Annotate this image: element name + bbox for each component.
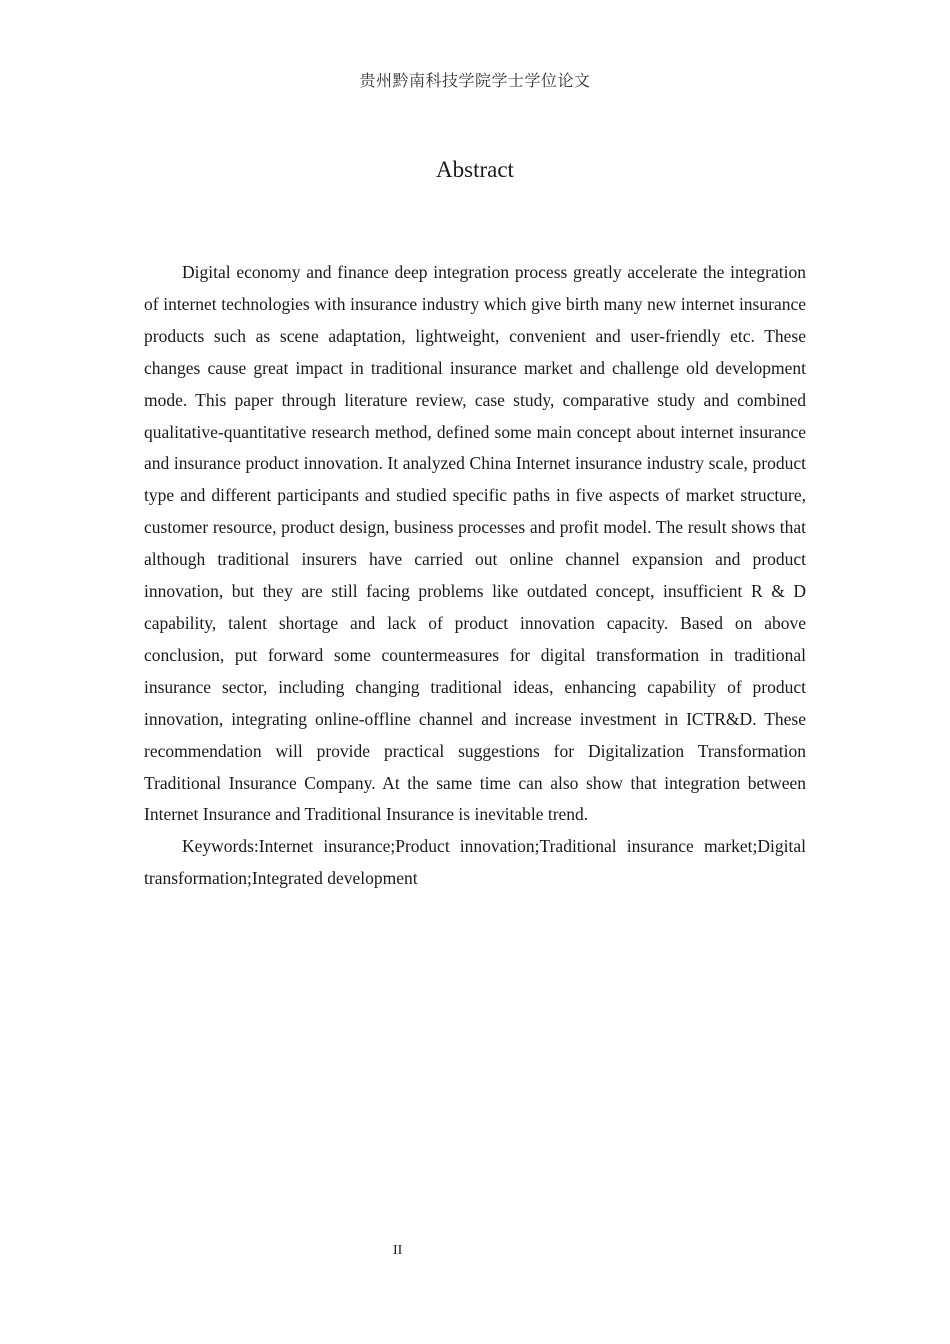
abstract-body	[144, 257, 806, 895]
running-header: 贵州黔南科技学院学士学位论文	[359, 71, 591, 90]
keywords-paragraph: Keywords:Internet insurance;Product innovation;Traditional insurance market;Digital transformation;Integrated development	[144, 836, 806, 889]
abstract-title: Abstract	[436, 157, 514, 182]
abstract-paragraph: Digital economy and finance deep integration process greatly accelerate the integration of internet technologies with insurance industry which give birth many new internet insurance products such as scene adaptation, lightweight, convenient and user-friendly etc. These changes cause great impact in traditional insurance market and challenge old development mode. This paper through literature review, case study, comparative study and combined qualitative-quantitative research method, defined some main concept about internet insurance and insurance product innovation. It analyzed China Internet insurance industry scale, product type and different participants and studied specific paths in five aspects of market structure, customer resource, product design, business processes and profit model. The result shows that although traditional insurers have carried out online channel expansion and product innovation, but they are still facing problems like outdated concept, insufficient R & D capability, talent shortage and lack of product innovation capacity. Based on above conclusion, put forward some countermeasures for digital transformation in traditional insurance sector, including changing traditional ideas, enhancing capability of product innovation, integrating online-offline channel and increase investment in ICTR&D. These recommendation will provide practical suggestions for Digitalization Transformation Traditional Insurance Company. At the same time can also show that integration between Internet Insurance and Traditional Insurance is inevitable trend.	[144, 262, 806, 825]
page-number: II	[393, 1243, 403, 1258]
